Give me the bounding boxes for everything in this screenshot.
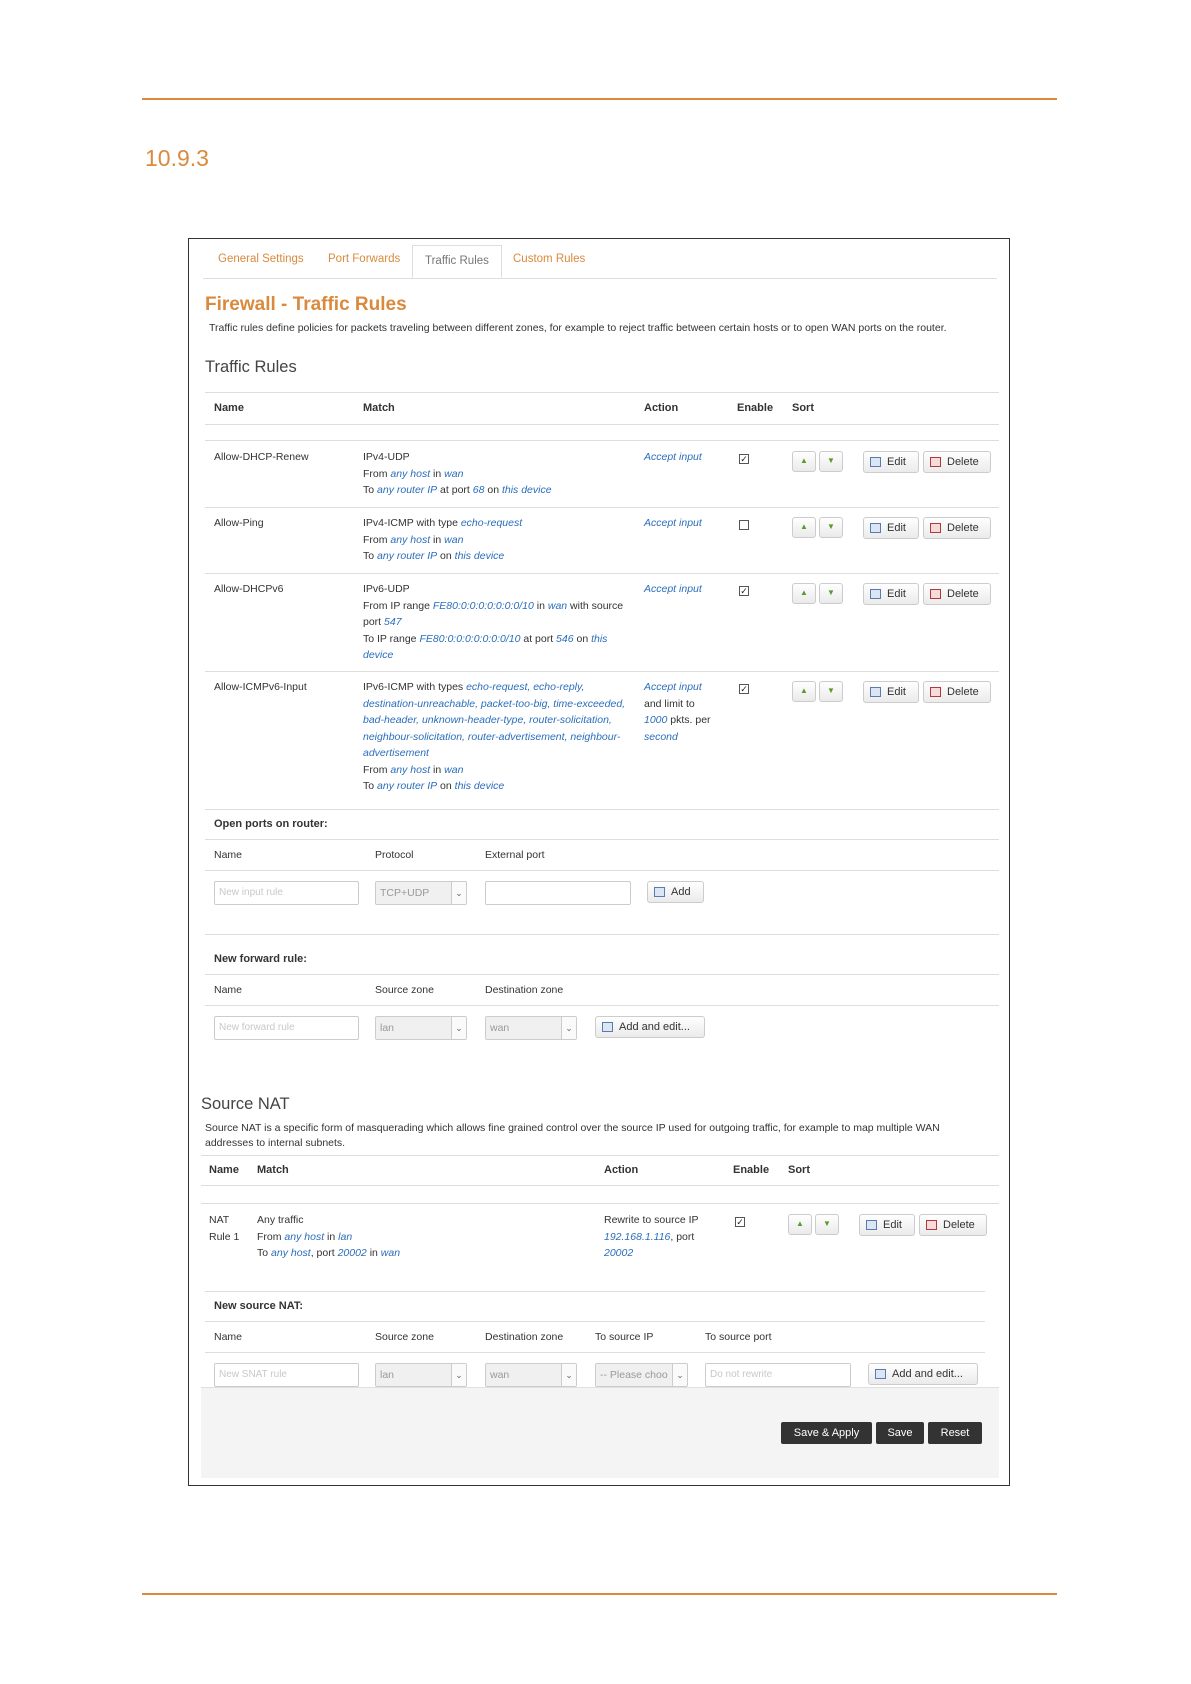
divider [205,809,999,810]
arrow-down-icon: ▼ [827,588,835,597]
arrow-up-icon: ▲ [800,686,808,695]
rule-name: Allow-Ping [214,517,264,529]
divider [205,424,999,425]
col-action: Action [604,1164,639,1176]
divider [201,1155,999,1156]
divider [205,573,999,574]
add-and-edit-snat-button[interactable]: Add and edit... [868,1363,978,1385]
page-bottom-rule [142,1593,1057,1595]
arrow-down-icon: ▼ [827,522,835,531]
screenshot-frame [188,238,1010,1486]
arrow-up-icon: ▲ [796,1219,804,1228]
delete-button[interactable]: Delete [923,451,991,473]
divider [205,1352,985,1353]
new-snat-rule-name[interactable]: New SNAT rule [214,1363,359,1387]
delete-button[interactable]: Delete [919,1214,987,1236]
chevron-down-icon: ⌄ [451,882,466,904]
col-match: Match [363,402,395,414]
nat-rule-action: Rewrite to source IP 192.168.1.116, port 20002 [604,1214,699,1259]
section-number: 10.9.3 [145,145,209,171]
source-nat-heading: Source NAT [201,1095,290,1113]
add-icon [654,887,665,897]
edit-button[interactable]: Edit [863,583,919,605]
move-up-button[interactable] [792,451,816,472]
divider [205,507,999,508]
new-forward-heading: New forward rule: [214,953,307,965]
arrow-up-icon: ▲ [800,522,808,531]
divider [201,1203,999,1204]
divider [205,671,999,672]
col-action: Action [644,402,679,414]
move-up-button[interactable] [792,681,816,702]
col-destination-zone: Destination zone [485,1331,564,1343]
form-footer [201,1387,999,1478]
col-to-source-ip: To source IP [595,1331,654,1343]
move-down-button[interactable] [815,1214,839,1235]
edit-button[interactable]: Edit [863,681,919,703]
source-zone-select[interactable]: lan ⌄ [375,1016,467,1040]
delete-icon [930,589,941,599]
destination-zone-select[interactable]: wan ⌄ [485,1016,577,1040]
divider [205,1321,985,1322]
save-apply-button[interactable]: Save & Apply [781,1422,872,1444]
rule-name: Allow-DHCPv6 [214,583,284,595]
page-top-rule [142,98,1057,100]
move-down-button[interactable] [819,681,843,702]
to-source-ip-select[interactable]: -- Please choo ⌄ [595,1363,688,1387]
col-enable: Enable [737,402,774,414]
divider [201,1185,999,1186]
rule-action: Accept input and limit to 1000 pkts. per second [644,681,711,743]
rule-match: IPv6-ICMP with types echo-request, echo-reply, destination-unreachable, packet-too-big, time-exceeded, bad-header, unknown-header-type, router-solicitation, neighbour-solicitation, router-advertisement, neighbour- advertisement From any host in wan To any router IP on this device [363,681,626,792]
chevron-down-icon: ⌄ [451,1017,466,1039]
tab-general-settings[interactable]: General Settings [218,253,304,265]
enable-checkbox[interactable]: ✓ [736,1217,744,1227]
col-enable: Enable [733,1164,770,1176]
rule-match: IPv6-UDP From IP range FE80:0:0:0:0:0:0:0/10 in wan with source port 547 To IP range FE80:0:0:0:0:0:0:0/10 at port 546 on this device [363,583,624,661]
delete-icon [930,523,941,533]
divider [205,1005,999,1006]
source-nat-description: Source NAT is a specific form of masquerading which allows fine grained control over the source IP used for outgoing traffic, for example to map multiple WAN addresses to internal subnets. [205,1122,940,1149]
col-protocol: Protocol [375,849,414,861]
move-up-button[interactable] [788,1214,812,1235]
arrow-down-icon: ▼ [827,686,835,695]
enable-checkbox[interactable]: ✓ [740,586,748,596]
rule-match: IPv4-UDP From any host in wan To any router IP at port 68 on this device [363,451,552,496]
col-name: Name [214,984,243,996]
col-destination-zone: Destination zone [485,984,564,996]
traffic-rules-heading: Traffic Rules [205,358,297,376]
enable-checkbox[interactable]: ✓ [740,454,748,464]
move-up-button[interactable] [792,517,816,538]
col-name: Name [214,402,244,414]
add-icon [875,1369,886,1379]
divider [205,974,999,975]
divider [205,440,999,441]
new-input-rule-name[interactable]: New input rule [214,881,359,905]
enable-checkbox[interactable] [739,520,749,530]
page-description: Traffic rules define policies for packets traveling between different zones, for example to reject traffic between certain hosts or to open WAN ports on the router. [209,322,947,334]
edit-icon [870,589,881,599]
arrow-down-icon: ▼ [827,456,835,465]
tab-traffic-rules[interactable]: Traffic Rules [412,245,502,278]
new-snat-heading: New source NAT: [214,1300,304,1312]
delete-icon [926,1220,937,1230]
move-up-button[interactable] [792,583,816,604]
delete-button[interactable]: Delete [923,583,991,605]
edit-button[interactable]: Edit [859,1214,915,1236]
external-port-input[interactable] [485,881,631,905]
edit-icon [870,457,881,467]
rule-action: Accept input [644,517,702,529]
save-button[interactable]: Save [876,1422,924,1444]
tab-bar [203,245,997,279]
col-source-zone: Source zone [375,1331,434,1343]
move-down-button[interactable] [819,583,843,604]
col-sort: Sort [792,402,814,414]
chevron-down-icon: ⌄ [561,1017,576,1039]
col-external-port: External port [485,849,545,861]
page-title: Firewall - Traffic Rules [205,294,407,315]
divider [205,870,999,871]
snat-source-zone-select[interactable]: lan ⌄ [375,1363,467,1387]
rule-action: Accept input [644,451,702,463]
delete-button[interactable]: Delete [923,681,991,703]
delete-icon [930,457,941,467]
chevron-down-icon: ⌄ [451,1364,466,1386]
open-ports-heading: Open ports on router: [214,818,328,830]
protocol-select[interactable]: TCP+UDP ⌄ [375,881,467,905]
nat-rule-match: Any traffic From any host in lan To any host, port 20002 in wan [257,1214,401,1259]
chevron-down-icon: ⌄ [672,1364,687,1386]
col-to-source-port: To source port [705,1331,772,1343]
chevron-down-icon: ⌄ [561,1364,576,1386]
rule-name: Allow-DHCP-Renew [214,451,309,463]
add-button[interactable]: Add [647,881,704,903]
col-name: Name [214,1331,243,1343]
col-match: Match [257,1164,289,1176]
tab-port-forwards[interactable]: Port Forwards [328,253,401,265]
rule-match: IPv4-ICMP with type echo-request From any host in wan To any router IP on this device [363,517,523,562]
nat-rule-name: NAT Rule 1 [209,1214,240,1243]
col-source-zone: Source zone [375,984,434,996]
col-name: Name [214,849,243,861]
divider [205,934,999,935]
to-source-port-input[interactable]: Do not rewrite [705,1363,851,1387]
tab-custom-rules[interactable]: Custom Rules [513,253,586,265]
divider [205,392,999,393]
reset-button[interactable]: Reset [928,1422,982,1444]
col-name: Name [209,1164,239,1176]
arrow-down-icon: ▼ [823,1219,831,1228]
enable-checkbox[interactable]: ✓ [740,684,748,694]
arrow-up-icon: ▲ [800,588,808,597]
delete-icon [930,687,941,697]
move-down-button[interactable] [819,517,843,538]
edit-button[interactable]: Edit [863,451,919,473]
edit-icon [870,687,881,697]
col-sort: Sort [788,1164,810,1176]
edit-icon [870,523,881,533]
delete-button[interactable]: Delete [923,517,991,539]
new-forward-rule-name[interactable]: New forward rule [214,1016,359,1040]
arrow-up-icon: ▲ [800,456,808,465]
move-down-button[interactable] [819,451,843,472]
edit-button[interactable]: Edit [863,517,919,539]
divider [205,839,999,840]
add-icon [602,1022,613,1032]
rule-action: Accept input [644,583,702,595]
snat-destination-zone-select[interactable]: wan ⌄ [485,1363,577,1387]
rule-name: Allow-ICMPv6-Input [214,681,307,693]
edit-icon [866,1220,877,1230]
add-and-edit-forward-button[interactable]: Add and edit... [595,1016,705,1038]
divider [205,1291,985,1292]
